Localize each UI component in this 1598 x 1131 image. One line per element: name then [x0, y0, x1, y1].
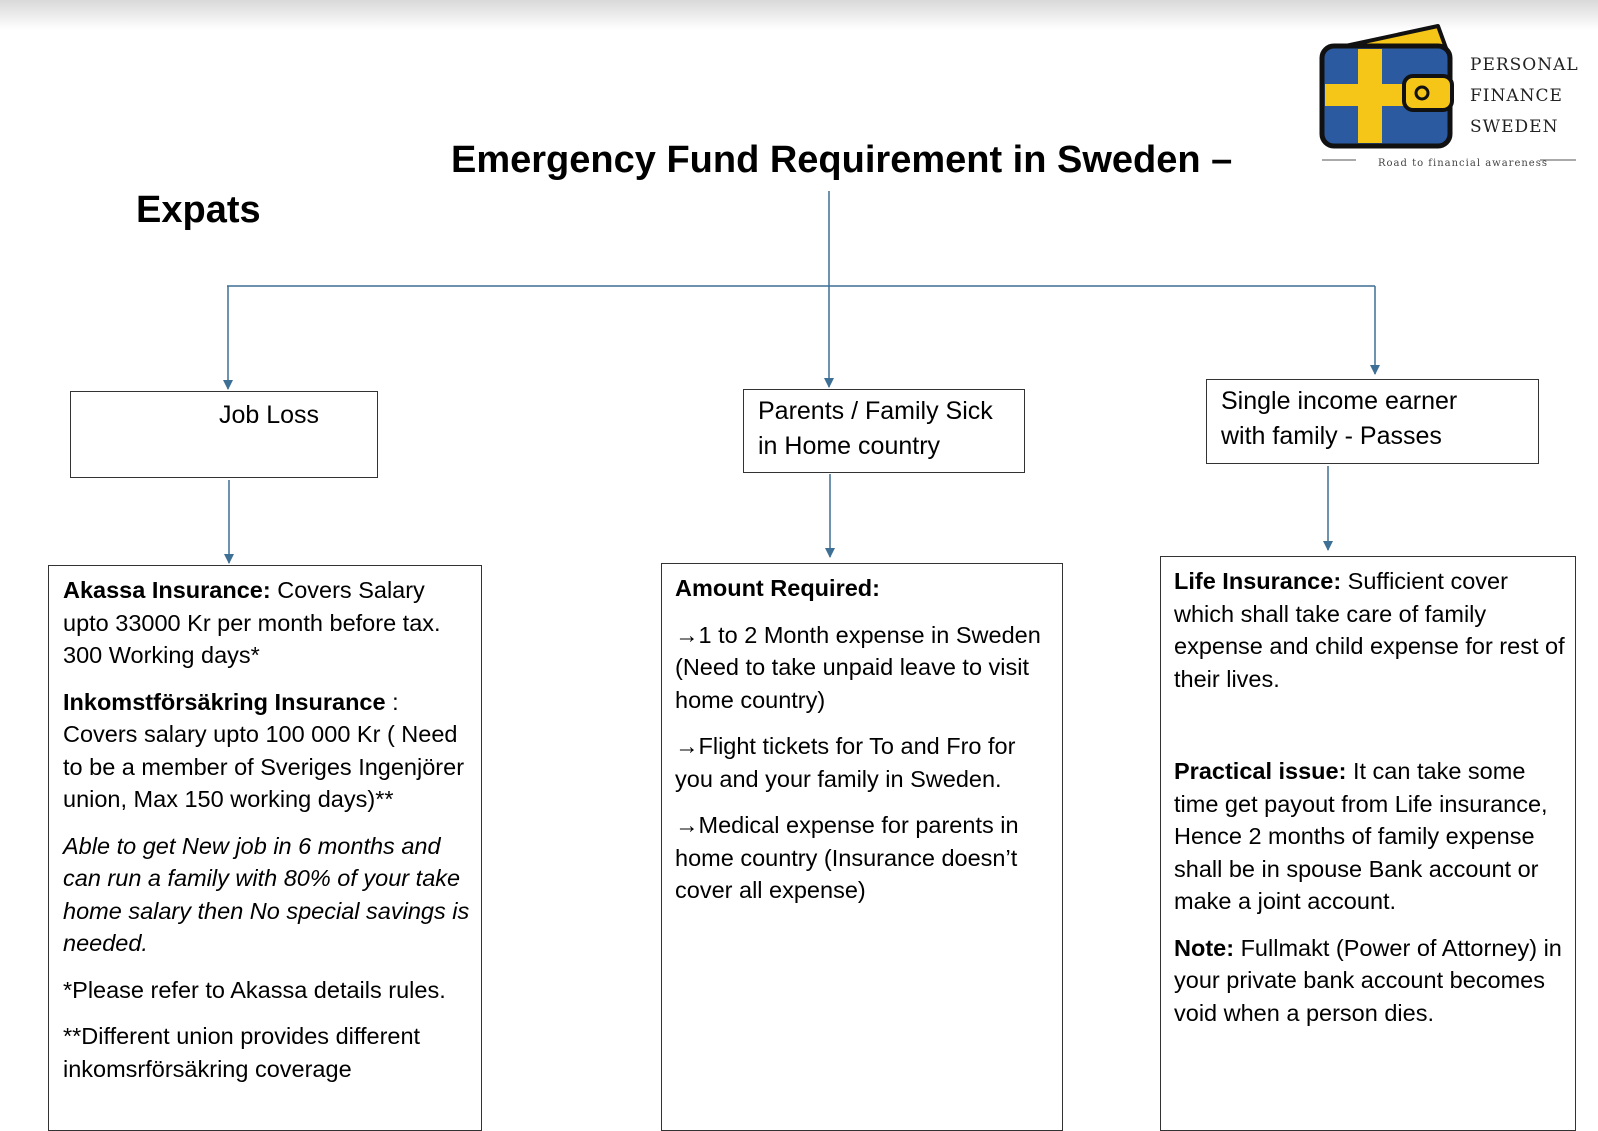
akassa-text: Covers Salary upto 33000 Kr per month before tax. 300 Working days* [63, 577, 441, 668]
job-loss-label: Job Loss [219, 401, 320, 429]
parents-item-flights: →Flight tickets for To and Fro for you and your family in Sweden. [675, 733, 1016, 792]
parents-sick-box [743, 389, 1025, 473]
parents-sick-label-line1: Parents / Family Sick [758, 397, 993, 425]
job-loss-box [70, 391, 378, 478]
footnote-union: **Different union provides different inkomsrförsäkring coverage [63, 1023, 421, 1082]
logo-text-personal: PERSONAL [1470, 55, 1579, 75]
inkomst-label: Inkomstförsäkring Insurance [63, 688, 386, 715]
parents-sick-label-line2: in Home country [758, 432, 941, 460]
note-paragraph [1174, 932, 1565, 1030]
single-income-box [1206, 379, 1539, 464]
page-title: Emergency Fund Requirement in Sweden – [451, 139, 1233, 181]
life-insurance-paragraph [1174, 565, 1565, 695]
practical-issue-label: Practical issue: [1174, 758, 1347, 784]
single-income-label-line1: Single income earner [1221, 387, 1458, 415]
logo-text-finance: FINANCE [1470, 86, 1563, 106]
parents-item-expense: →1 to 2 Month expense in Sweden (Need to take unpaid leave to visit home country) [675, 621, 1041, 713]
logo-tagline: Road to financial awareness [1378, 158, 1548, 169]
life-insurance-label: Life Insurance: [1174, 568, 1342, 594]
single-income-details-box [1160, 556, 1576, 1131]
akassa-paragraph [63, 574, 471, 672]
parents-details-box [661, 563, 1063, 1131]
new-job-note: Able to get New job in 6 months and can run a family with 80% of your take home salary then No special savings is needed. [63, 832, 470, 956]
inkomst-paragraph [63, 686, 471, 816]
life-insurance-text: Sufficient cover which shall take care of family expense and child expense for rest of their lives. [1174, 568, 1565, 692]
amount-required-heading: Amount Required: [675, 575, 880, 601]
note-label: Note: [1174, 934, 1235, 961]
footnote-akassa: *Please refer to Akassa details rules. [63, 976, 446, 1003]
akassa-label: Akassa Insurance: [63, 577, 271, 603]
inkomst-text: : Covers salary upto 100 000 Kr ( Need to be a member of Sveriges Ingenjörer union, Max 150 working days)** [63, 688, 465, 812]
note-text: Fullmakt (Power of Attorney) in your private bank account becomes void when a person dies. [1174, 934, 1562, 1026]
single-income-label-line2: with family - Passes [1221, 422, 1442, 450]
logo-text-sweden: SWEDEN [1470, 117, 1559, 137]
job-loss-details-box [48, 565, 482, 1131]
page-subtitle: Expats [136, 189, 261, 231]
parents-item-medical: →Medical expense for parents in home country (Insurance doesn’t cover all expense) [675, 812, 1019, 903]
practical-issue-paragraph [1174, 755, 1565, 918]
practical-issue-text: It can take some time get payout from Life insurance, Hence 2 months of family expense shall be in spouse Bank account or make a joint account. [1174, 758, 1548, 914]
spacer [1174, 709, 1565, 755]
